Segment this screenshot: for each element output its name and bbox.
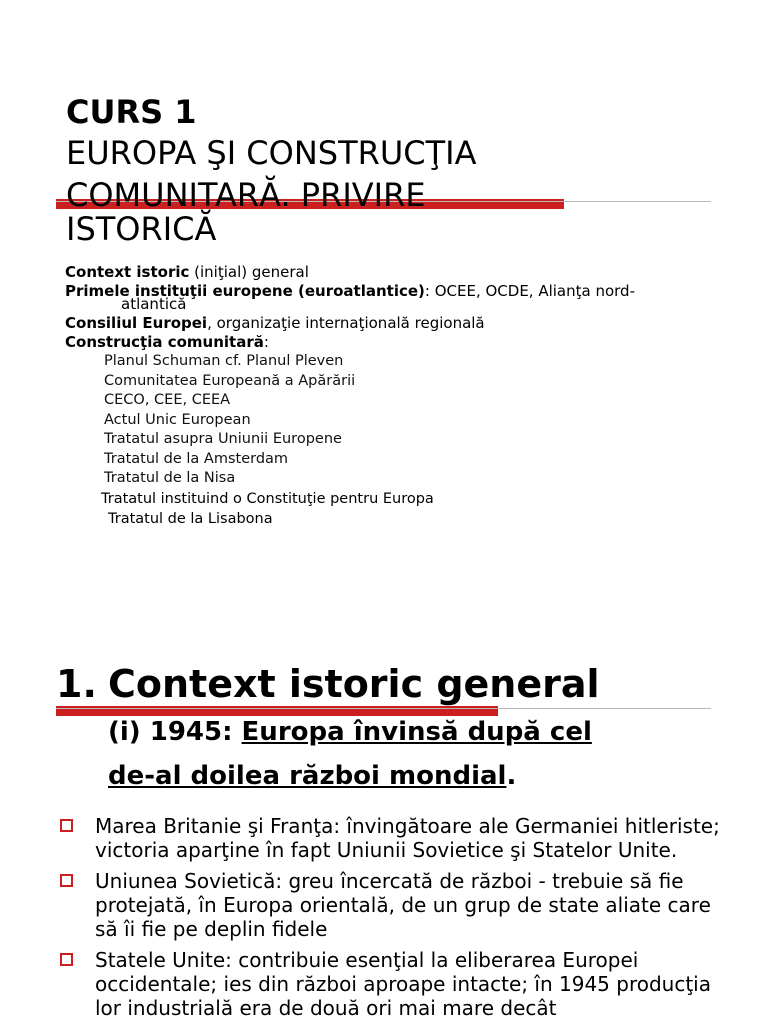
subheading-suffix: . [506, 761, 517, 791]
outline-subitem: Tratatul de la Amsterdam [104, 450, 289, 467]
subheading-underlined: Europa învinsă după cel [241, 717, 592, 747]
outline-subitem: Tratatul asupra Uniunii Europene [104, 431, 342, 447]
subheading-prefix: (i) 1945: [108, 717, 242, 747]
outline-subitem: Tratatul instituind o Constituţie pentru Europa [101, 490, 434, 507]
title-line: EUROPA ŞI CONSTRUCŢIA [66, 134, 477, 172]
bullet-item [58, 869, 738, 941]
outline-item-bold: Construcţia comunitară [65, 333, 264, 351]
subheading-1945 [108, 710, 728, 798]
outline-item-bold: Consiliul Europei [65, 314, 208, 332]
subheading-underlined: de-al doilea război mondial [108, 761, 507, 791]
outline-subitem: Tratatul de la Lisabona [108, 510, 273, 527]
section-title: Context istoric general [108, 662, 600, 706]
outline-subitem: Comunitatea Europeană a Apărării [104, 372, 356, 389]
outline-item [65, 333, 755, 352]
outline-item-bold: Primele instituţii europene (euroatlantice) [65, 282, 425, 300]
outline-item [65, 314, 755, 333]
outline-item-continuation: atlantică [121, 295, 187, 313]
outline-subitem: Planul Schuman cf. Planul Pleven [104, 353, 344, 369]
bullet-text: Statele Unite: contribuie esenţial la eliberarea Europei occidentale; ies din război aproape intacte; în 1945 producţia lor industrială era de două ori mai mare decât [95, 948, 711, 1020]
bullet-text: Marea Britanie şi Franţa: învingătoare ale Germaniei hitleriste; victoria aparţine în fapt Uniunii Sovietice şi Statelor Unite. [95, 814, 720, 862]
bullet-item [58, 814, 738, 862]
slide-historical-context [0, 610, 768, 1024]
bullet-item [58, 948, 738, 1020]
outline-item-bold: Context istoric [65, 263, 190, 281]
outline-subitem: CECO, CEE, CEEA [104, 392, 231, 408]
square-bullet-icon [60, 953, 73, 966]
title-line: COMUNITARĂ. PRIVIRE [66, 176, 426, 214]
outline-item-text: , organizaţie internaţională regională [207, 314, 485, 332]
square-bullet-icon [60, 819, 73, 832]
outline-item-text: : OCEE, OCDE, Alianţa nord- [424, 282, 635, 300]
course-number: CURS 1 [66, 93, 197, 131]
bullet-text: Uniunea Sovietică: greu încercată de război - trebuie să fie protejată, în Europa orientală, de un grup de state aliate care să îi fie pe deplin fidele [95, 869, 711, 941]
section-number: 1. [56, 662, 97, 706]
square-bullet-icon [60, 874, 73, 887]
outline-item [65, 263, 755, 282]
title-line: ISTORICĂ [66, 210, 217, 248]
section-heading [56, 662, 600, 706]
outline-list [65, 263, 755, 529]
heading-divider-line [56, 708, 711, 709]
slide-title [66, 92, 746, 250]
outline-item-text: (iniţial) general [189, 263, 309, 281]
outline-subitem: Tratatul de la Nisa [104, 470, 236, 486]
outline-subitem: Actul Unic European [104, 411, 251, 428]
outline-item-text: : [263, 333, 269, 351]
bullet-list [58, 814, 738, 1027]
